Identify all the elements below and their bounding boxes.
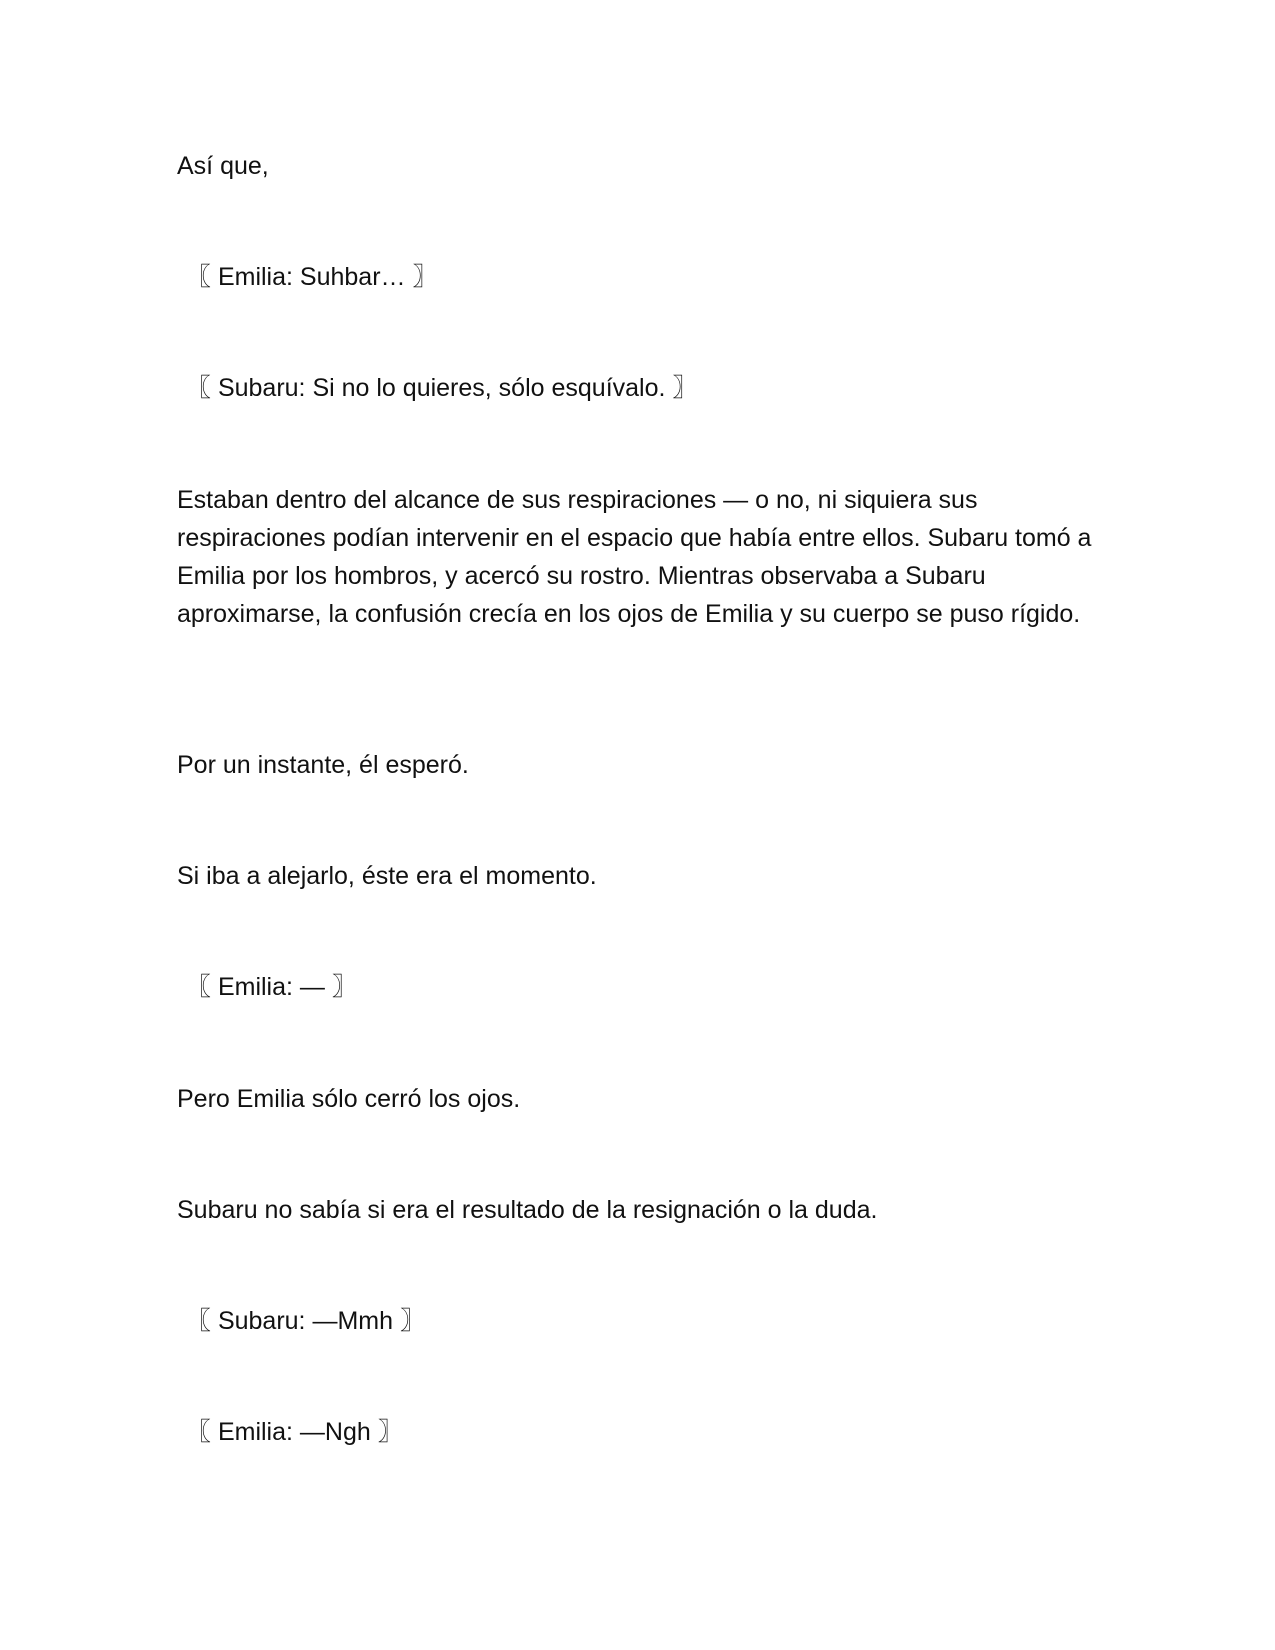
- paragraph-dialogue-subaru: 〖 Subaru: —Mmh 〗: [186, 1307, 425, 1335]
- paragraph-dialogue-emilia: 〖 Emilia: Suhbar… 〗: [186, 263, 438, 291]
- paragraph-narration: Si iba a alejarlo, éste era el momento.: [177, 862, 597, 890]
- paragraph-narration: Subaru no sabía si era el resultado de la resignación o la duda.: [177, 1196, 878, 1224]
- paragraph-narration-long: Estaban dentro del alcance de sus respiraciones — o no, ni siquiera sus respiraciones podían intervenir en el espacio que había entre ellos. Subaru tomó a Emilia por los hombros, y acercó su rostro. Mientras observaba a Subaru aproximarse, la confusión crecía en los ojos de Emilia y su cuerpo se puso rígido.: [177, 486, 1092, 628]
- paragraph-narration: Por un instante, él esperó.: [177, 751, 469, 779]
- paragraph-dialogue-subaru: 〖 Subaru: Si no lo quieres, sólo esquívalo. 〗: [186, 374, 698, 402]
- paragraph-narration: Pero Emilia sólo cerró los ojos.: [177, 1085, 521, 1113]
- paragraph-narration: Así que,: [177, 152, 269, 180]
- paragraph-dialogue-emilia: 〖 Emilia: —Ngh 〗: [186, 1418, 403, 1446]
- paragraph-dialogue-emilia: 〖 Emilia: — 〗: [186, 973, 357, 1001]
